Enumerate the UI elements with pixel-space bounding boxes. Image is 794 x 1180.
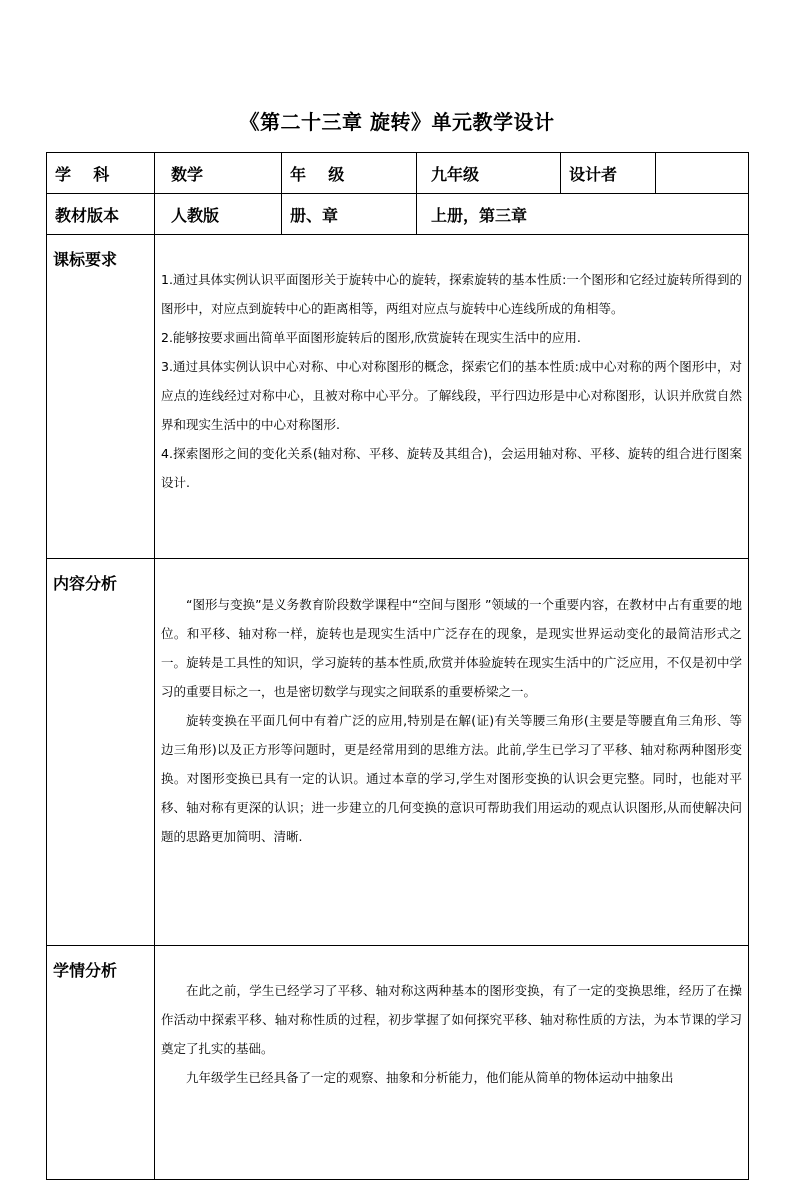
document-title: 《第二十三章 旋转》单元教学设计 <box>239 110 555 134</box>
curriculum-item: 4.探索图形之间的变化关系(轴对称、平移、旋转及其组合)，会运用轴对称、平移、旋转的组合进行图案设计. <box>161 446 742 490</box>
student-analysis-title: 学情分析 <box>47 946 155 1180</box>
edition-label-cell <box>47 194 155 235</box>
content-analysis-paragraph: 旋转变换在平面几何中有着广泛的应用,特别是在解(证)有关等腰三角形(主要是等腰直角三角形、等边三角形)以及正方形等问题时，更是经常用到的思维方法。此前,学生已学习了平移、轴对称两种图形变换。对图形变换已具有一定的认识。通过本章的学习,学生对图形变换的认识会更完整。同时，也能对平移、轴对称有更深的认识；进一步建立的几何变换的意识可帮助我们用运动的观点认识图形,从而使解决问题的思路更加简明、清晰. <box>161 713 742 844</box>
designer-value-cell <box>656 153 749 194</box>
curriculum-item: 2.能够按要求画出简单平面图形旋转后的图形,欣赏旋转在现实生活中的应用. <box>161 330 581 345</box>
volume-chapter-label: 册、章 <box>290 205 339 225</box>
grade-value: 九年级 <box>431 164 480 184</box>
student-analysis-paragraph: 在此之前，学生已经学习了平移、轴对称这两种基本的图形变换，有了一定的变换思维，经历了在操作活动中探索平移、轴对称性质的过程，初步掌握了如何探究平移、轴对称性质的方法，为本节课的学习奠定了扎实的基础。 <box>161 983 742 1056</box>
designer-label: 设计者 <box>569 164 618 184</box>
volume-chapter-value-cell <box>417 194 749 235</box>
volume-chapter-label-cell <box>282 194 417 235</box>
student-analysis-content <box>155 946 749 1180</box>
content-analysis-title: 内容分析 <box>47 559 155 946</box>
subject-row <box>47 153 749 194</box>
edition-value-cell <box>155 194 282 235</box>
edition-row <box>47 194 749 235</box>
curriculum-row <box>47 235 749 559</box>
subject-label-cell <box>47 153 155 194</box>
curriculum-title: 课标要求 <box>47 235 155 559</box>
curriculum-item: 1.通过具体实例认识平面图形关于旋转中心的旋转，探索旋转的基本性质:一个图形和它经过旋转所得到的图形中，对应点到旋转中心的距离相等，两组对应点与旋转中心连线所成的角相等。 <box>161 272 742 316</box>
student-analysis-row <box>47 946 749 1180</box>
edition-label: 教材版本 <box>55 205 120 225</box>
curriculum-content <box>155 235 749 559</box>
content-analysis-content <box>155 559 749 946</box>
subject-value-cell <box>155 153 282 194</box>
subject-label: 学 科 <box>55 164 110 184</box>
student-analysis-paragraph: 九年级学生已经具备了一定的观察、抽象和分析能力，他们能从简单的物体运动中抽象出 <box>186 1070 674 1085</box>
volume-chapter-value: 上册，第三章 <box>431 205 528 225</box>
curriculum-item: 3.通过具体实例认识中心对称、中心对称图形的概念，探索它们的基本性质:成中心对称的两个图形中，对应点的连线经过对称中心，且被对称中心平分。了解线段，平行四边形是中心对称图形，认识并欣赏自然界和现实生活中的中心对称图形. <box>161 359 742 432</box>
grade-value-cell <box>417 153 561 194</box>
edition-value: 人教版 <box>171 205 220 225</box>
content-analysis-row <box>47 559 749 946</box>
grade-label-cell <box>282 153 417 194</box>
lesson-design-table <box>46 152 749 1180</box>
grade-label: 年 级 <box>290 164 345 184</box>
subject-value: 数学 <box>171 164 204 184</box>
content-analysis-paragraph: “图形与变换”是义务教育阶段数学课程中“空间与图形 ”领域的一个重要内容，在教材中占有重要的地位。和平移、轴对称一样，旋转也是现实生活中广泛存在的现象，是现实世界运动变化的最简洁形式之一。旋转是工具性的知识，学习旋转的基本性质,欣赏并体验旋转在现实生活中的广泛应用，不仅是初中学习的重要目标之一，也是密切数学与现实之间联系的重要桥梁之一。 <box>161 597 742 699</box>
designer-label-cell <box>561 153 656 194</box>
